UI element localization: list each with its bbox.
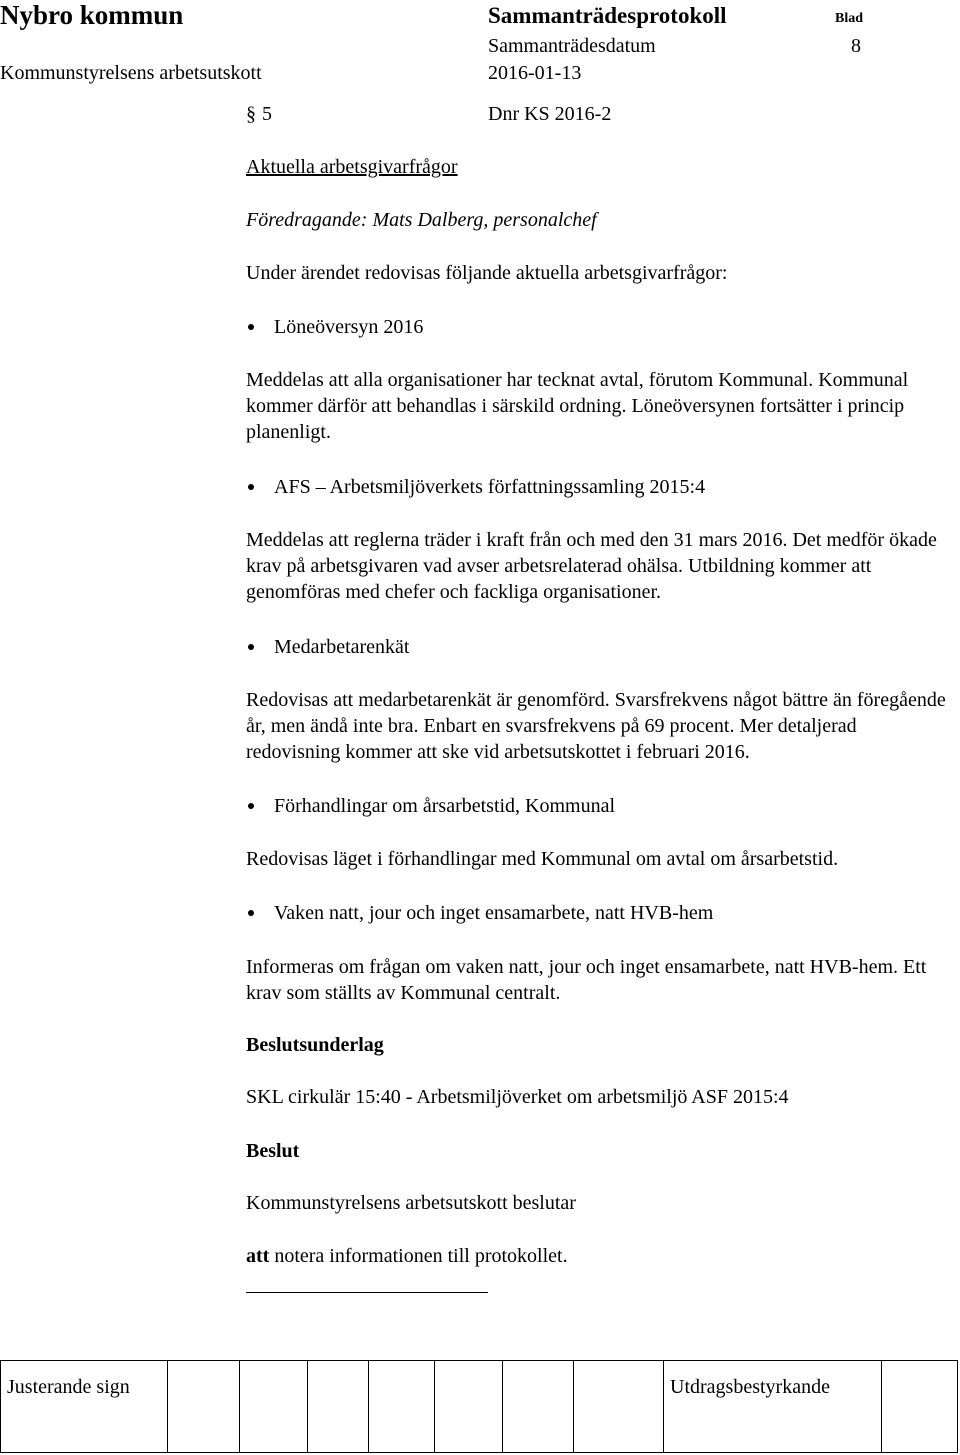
bullet-icon xyxy=(248,803,254,809)
item-text: Informeras om frågan om vaken natt, jour och inget ensamarbete, natt HVB-hem. Ett krav som ställts av Kommunal centralt. xyxy=(246,956,927,1004)
extract-label: Utdragsbestyrkande xyxy=(670,1376,830,1398)
decision-text xyxy=(246,1243,568,1269)
bullet-heading: Vaken natt, jour och inget ensamarbete, natt HVB-hem xyxy=(274,902,714,924)
signature-cell xyxy=(435,1361,503,1452)
decision-heading: Beslut xyxy=(246,1140,300,1162)
signature-cell xyxy=(168,1361,240,1452)
bullet-heading: AFS – Arbetsmiljöverkets författningssamling 2015:4 xyxy=(274,476,706,498)
signature-cell xyxy=(369,1361,435,1452)
bullet-icon xyxy=(248,910,254,916)
page-number: 8 xyxy=(851,35,861,57)
item-text: Redovisas läget i förhandlingar med Kommunal om avtal om årsarbetstid. xyxy=(246,848,839,870)
item-text: Meddelas att reglerna träder i kraft från och med den 31 mars 2016. Det medför ökade krav på arbetsgivaren vad avser arbetsrelaterad ohälsa. Utbildning kommer att genomföras med chefer och fackliga organisationer. xyxy=(246,529,937,603)
decision-keyword: att xyxy=(246,1245,270,1267)
section-title: Aktuella arbetsgivarfrågor xyxy=(246,156,458,178)
bullet-heading: Förhandlingar om årsarbetstid, Kommunal xyxy=(274,795,616,817)
presenter: Föredragande: Mats Dalberg, personalchef xyxy=(246,209,597,231)
paragraph-symbol: § xyxy=(246,103,256,125)
paragraph-marker xyxy=(246,101,256,127)
bullet-icon xyxy=(248,484,254,490)
item-text: Meddelas att alla organisationer har tecknat avtal, förutom Kommunal. Kommunal kommer därför att behandlas i särskild ordning. Löneöversynen fortsätter i princip planenligt. xyxy=(246,369,909,443)
bullet-item xyxy=(246,900,713,926)
signature-label: Justerande sign xyxy=(7,1376,130,1398)
bullet-heading: Löneöversyn 2016 xyxy=(274,316,424,338)
meeting-date: 2016-01-13 xyxy=(488,62,582,84)
document-type: Sammanträdesprotokoll xyxy=(488,3,727,28)
case-reference: Dnr KS 2016-2 xyxy=(488,103,612,125)
page-label: Blad xyxy=(835,11,864,26)
date-label: Sammanträdesdatum xyxy=(488,35,656,57)
bullet-item xyxy=(246,793,615,819)
bullet-item xyxy=(246,634,409,660)
signature-cell xyxy=(1,1361,168,1452)
intro-text: Under ärendet redovisas följande aktuella arbetsgivarfrågor: xyxy=(246,262,728,284)
signature-cell xyxy=(308,1361,369,1452)
signature-cell xyxy=(240,1361,308,1452)
signature-cell xyxy=(574,1361,664,1452)
extract-cell xyxy=(664,1361,882,1452)
item-text: Redovisas att medarbetarenkät är genomförd. Svarsfrekvens något bättre än föregående år, men ändå inte bra. Enbart en svarsfrekvens på 69 procent. Mer detaljerad redovisning kommer att ske vid arbetsutskottet i februari 2016. xyxy=(246,689,946,763)
committee-name: Kommunstyrelsens arbetsutskott xyxy=(0,62,262,84)
bullet-item xyxy=(246,314,423,340)
basis-heading: Beslutsunderlag xyxy=(246,1034,384,1056)
bullet-icon xyxy=(248,324,254,330)
paragraph-number: 5 xyxy=(262,103,272,125)
bullet-icon xyxy=(248,644,254,650)
bullet-item xyxy=(246,474,705,500)
decision-subject: Kommunstyrelsens arbetsutskott beslutar xyxy=(246,1192,576,1214)
decision-body: notera informationen till protokollet. xyxy=(274,1245,568,1267)
signature-cell xyxy=(503,1361,574,1452)
signature-box xyxy=(0,1360,958,1453)
closing-rule xyxy=(246,1292,488,1293)
municipality-name: Nybro kommun xyxy=(0,0,184,30)
basis-text: SKL cirkulär 15:40 - Arbetsmiljöverket om arbetsmiljö ASF 2015:4 xyxy=(246,1086,789,1108)
bullet-heading: Medarbetarenkät xyxy=(274,636,410,658)
